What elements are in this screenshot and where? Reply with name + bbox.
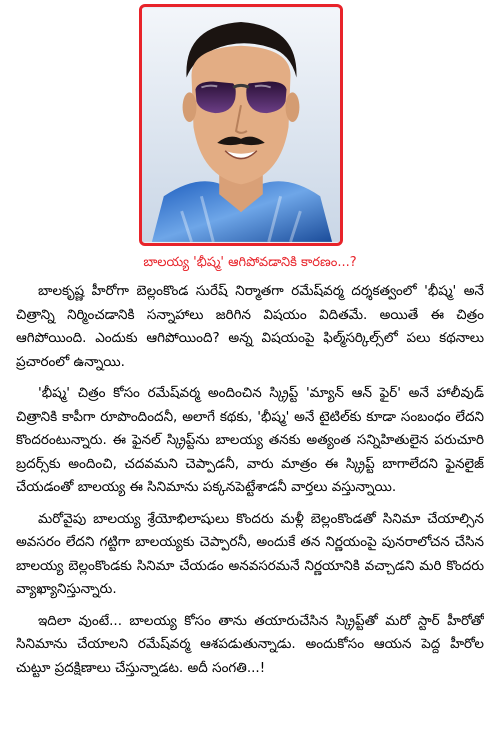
article-paragraph-4: ఇదిలా వుంటే... బాలయ్య కోసం తాను తయారుచేసిన స్క్రిప్ట్‌తో మరో స్టార్ హీరోతో సినిమాను చేయాలని రమేష్‌వర్మ ఆశపడుతున్నాడు. అందుకోసం ఆయన పెద్ద హీరోల చుట్టూ ప్రదక్షిణాలు చేస్తున్నాడట. అదీ సంగతి...! <box>16 612 484 676</box>
article-paragraph-3: మరోవైపు బాలయ్య శ్రేయోభిలాషులు కొందరు మళ్లీ బెల్లంకొండతో సినిమా చేయాల్సిన అవసరం లేదని గట్టిగా బాలయ్యకు చెప్పారనీ, అందుకే తన నిర్ణయంపై పునరాలోచన చేసిన బాలయ్య బెల్లంకొండకు సినిమా చేయడం అనవసరమనే నిర్ణయానికి వచ్చాడని మరి కొందరు వ్యాఖ్యానిస్తున్నారు. <box>16 510 484 597</box>
article-headline: బాలయ్య 'భీష్మ' ఆగిపోవడానికి కారణం...? <box>143 255 357 270</box>
actor-photo <box>139 4 343 246</box>
article-paragraph-1: బాలకృష్ణ హీరోగా బెల్లంకొండ సురేష్ నిర్మాతగా రమేష్‌వర్మ దర్శకత్వంలో 'భీష్మ' అనే చిత్రాన్ని నిర్మించడానికి సన్నాహాలు జరిగిన విషయం విదితమే. అయితే ఈ చిత్రం ఆగిపోయింది. ఎందుకు ఆగిపోయింది? అన్న విషయంపై ఫిల్మ్‌సర్కిల్స్‌లో పలు కథనాలు ప్రచారంలో ఉన్నాయి. <box>16 283 484 370</box>
actor-portrait-illustration <box>142 7 340 243</box>
article-paragraph-2: 'భీష్మ' చిత్రం కోసం రమేష్‌వర్మ అందించిన స్క్రిప్ట్ 'మ్యాన్ ఆన్ ఫైర్' అనే హాలీవుడ్ చిత్రానికి కాపీగా రూపొందిందనీ, అలాగే కథకు, 'భీష్మ' అనే టైటిల్‌కు కూడా సంబంధం లేదని కొందరంటున్నారు. ఈ ఫైనల్ స్క్రిప్ట్‌ను బాలయ్య తనకు అత్యంత సన్నిహితులైన పరుచూరి బ్రదర్స్‌కు అందించి, చదవమని చెప్పాడనీ, వారు మాత్రం ఈ స్క్రిప్ట్ బాగాలేదని ఫైనలైజ్ చేయడంతో బాలయ్య ఈ సినిమాను పక్కనపెట్టేశాడనీ వార్తలు వస్తున్నాయి. <box>16 385 484 495</box>
article-body <box>16 280 484 745</box>
